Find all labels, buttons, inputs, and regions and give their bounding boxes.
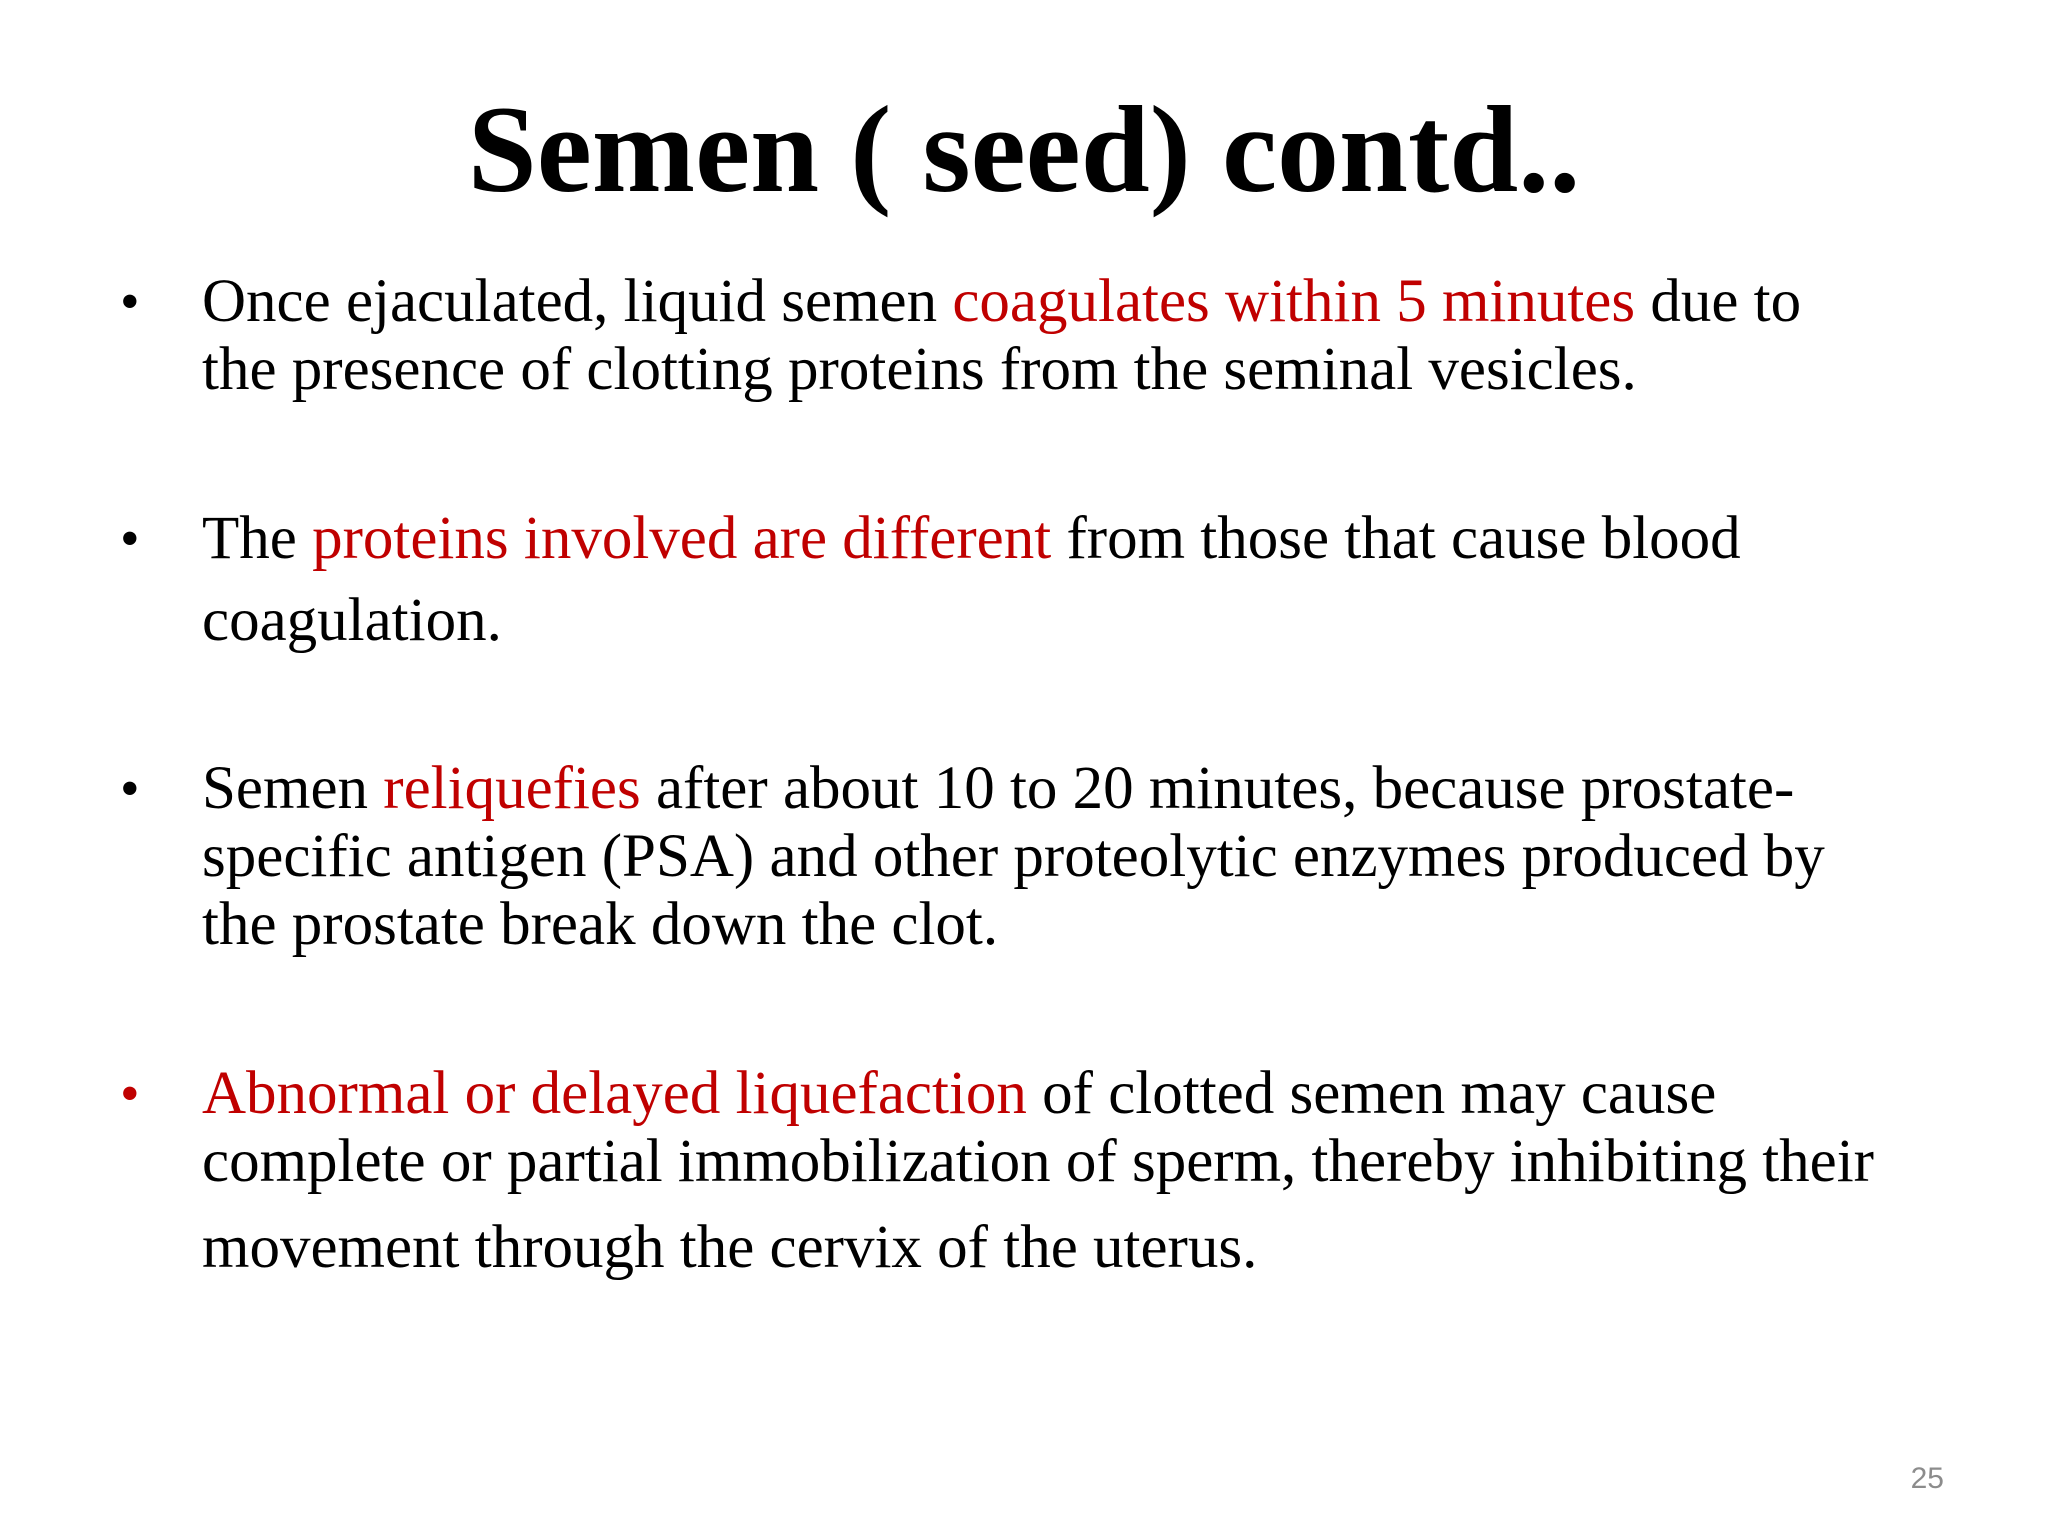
bullet-marker: • [120, 508, 140, 570]
bullet-text [202, 755, 2048, 959]
bullet-text-highlight: Abnormal or delayed liquefaction [202, 1060, 1027, 1127]
bullet-text-normal: due to [1635, 268, 1802, 335]
bullet-text-normal: specific antigen (PSA) and other proteolytic enzymes produced by [202, 823, 1825, 890]
bullet-text-highlight: coagulates within 5 minutes [952, 268, 1636, 335]
slide-title: Semen ( seed) contd.. [467, 81, 1581, 218]
bullet-text-normal: from those that cause blood [1051, 505, 1741, 572]
bullet-text-normal: complete or partial immobilization of sperm, thereby inhibiting their [202, 1128, 1874, 1195]
bullet-text [202, 268, 2048, 404]
bullet-text-normal: the presence of clotting proteins from the seminal vesicles. [202, 336, 1637, 403]
bullet-text-highlight: proteins involved are different [312, 505, 1052, 572]
bullet-text-normal: The [202, 505, 313, 572]
bullet-text [202, 498, 2048, 662]
bullet-marker: • [120, 758, 140, 820]
bullet-marker: • [120, 271, 140, 333]
bullet-text-normal: Once ejaculated, liquid semen [202, 268, 953, 335]
bullet-text-highlight: reliquefies [383, 755, 641, 822]
page-number: 25 [1910, 1462, 1944, 1495]
bullet-text-normal: of clotted semen may cause [1026, 1060, 1717, 1127]
bullet-text-normal: movement through the cervix of the uterus. [202, 1214, 1258, 1281]
bullet-text [202, 1060, 2048, 1282]
bullet-text-normal: Semen [202, 755, 384, 822]
bullet-text-normal: the prostate break down the clot. [202, 891, 999, 958]
bullet-text-normal: coagulation. [202, 587, 502, 654]
bullet-text-normal: after about 10 to 20 minutes, because prostate- [640, 755, 1795, 822]
bullet-marker: • [120, 1063, 140, 1125]
